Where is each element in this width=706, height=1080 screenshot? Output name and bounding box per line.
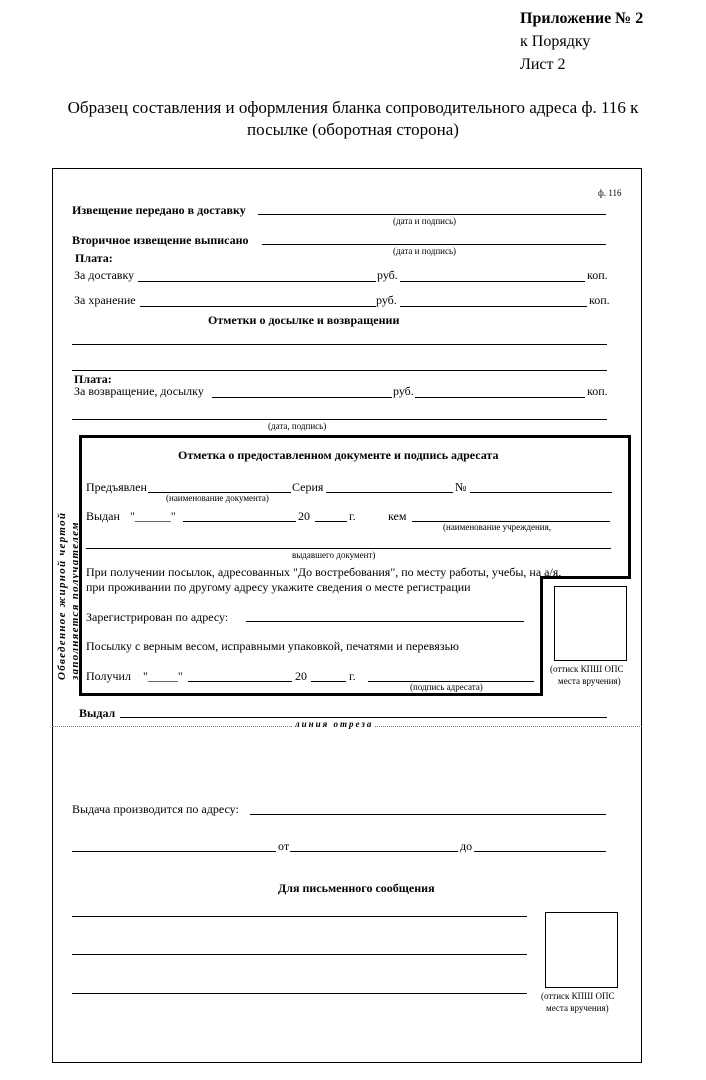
received-date-day[interactable]: "_____" <box>143 669 183 683</box>
message-line[interactable] <box>72 993 527 994</box>
stamp-box <box>554 586 627 661</box>
id-document-heading: Отметка о предоставленном документе и подпись адресата <box>178 448 499 462</box>
registered-address-label: Зарегистрирован по адресу: <box>86 610 229 624</box>
return-fee-label: За возвращение, досылку <box>74 384 204 398</box>
delivery-address-field-2[interactable] <box>72 851 276 852</box>
secondary-notice-field[interactable] <box>262 244 606 245</box>
notice-field[interactable] <box>258 214 606 215</box>
date-sign-caption: (дата, подпись) <box>268 421 327 431</box>
instruction-line1: При получении посылок, адресованных "До востребования", по месту работы, учебы, на а/я, <box>86 565 562 579</box>
delivery-address-field[interactable] <box>250 814 606 815</box>
date-sign-caption: (дата и подпись) <box>393 246 457 256</box>
institution-caption: (наименование учреждения, <box>443 522 551 532</box>
issuer-caption: выдавшего документ) <box>292 550 376 560</box>
kop-unit: коп. <box>587 384 608 398</box>
year-suffix: г. <box>349 509 356 523</box>
delivery-address-label: Выдача производится по адресу: <box>72 802 239 816</box>
document-name-caption: (наименование документа) <box>166 493 269 503</box>
number-field[interactable] <box>470 492 612 493</box>
cut-line-label: линия отреза <box>295 719 374 729</box>
addressee-signature-caption: (подпись адресата) <box>410 682 483 692</box>
side-instruction-line2: заполняется получателем <box>69 521 81 680</box>
received-date-field[interactable] <box>188 681 292 682</box>
storage-kop-field[interactable] <box>400 306 587 307</box>
to-field[interactable] <box>474 851 606 852</box>
side-instruction-line1: Обведенное жирной чертой <box>56 511 68 680</box>
rub-unit: руб. <box>376 293 397 307</box>
rub-unit: руб. <box>393 384 414 398</box>
page-title-line1: Образец составления и оформления бланка сопроводительного адреса ф. 116 к <box>67 98 639 117</box>
number-label: № <box>455 480 467 494</box>
kop-unit: коп. <box>587 268 608 282</box>
weight-statement: Посылку с верным весом, исправными упаковкой, печатями и перевязью <box>86 639 460 653</box>
sheet-number: Лист 2 <box>520 56 566 73</box>
date-sign-line[interactable] <box>72 419 607 420</box>
stamp-caption-line1: (оттиск КПШ ОПС <box>550 664 624 674</box>
page-title-line2: посылке (оборотная сторона) <box>247 120 459 139</box>
return-rub-field[interactable] <box>212 397 392 398</box>
series-label: Серия <box>292 480 324 494</box>
from-label: от <box>278 839 290 853</box>
appendix-reference: к Порядку <box>520 33 591 50</box>
storage-rub-field[interactable] <box>140 306 376 307</box>
delivery-kop-field[interactable] <box>400 281 585 282</box>
stamp-caption-line1: (оттиск КПШ ОПС <box>541 991 615 1001</box>
message-line[interactable] <box>72 954 527 955</box>
message-heading: Для письменного сообщения <box>278 881 435 895</box>
side-instruction <box>56 512 82 680</box>
stamp-box <box>545 912 618 988</box>
return-kop-field[interactable] <box>415 397 585 398</box>
notice-label: Извещение передано в доставку <box>72 203 246 217</box>
resend-return-heading: Отметки о досылке и возвращении <box>208 313 400 327</box>
secondary-notice-label: Вторичное извещение выписано <box>72 233 249 247</box>
issued-date-field[interactable] <box>183 521 296 522</box>
date-sign-caption: (дата и подпись) <box>393 216 457 226</box>
issued-by-label: кем <box>388 509 407 523</box>
storage-fee-label: За хранение <box>74 293 136 307</box>
issued-date-day[interactable]: "______" <box>130 509 176 523</box>
year-prefix: 20 <box>298 509 310 523</box>
issuer-field-continued[interactable] <box>86 548 611 549</box>
delivery-rub-field[interactable] <box>138 281 376 282</box>
stamp-caption-line2: места вручения) <box>558 676 621 686</box>
presented-label: Предъявлен <box>86 480 147 494</box>
received-year-field[interactable] <box>311 681 346 682</box>
fee-label: Плата: <box>75 251 113 265</box>
appendix-number: Приложение № 2 <box>520 10 644 27</box>
message-line[interactable] <box>72 916 527 917</box>
series-field[interactable] <box>326 492 453 493</box>
kop-unit: коп. <box>589 293 610 307</box>
issued-label: Выдан <box>86 509 120 523</box>
to-label: до <box>460 839 473 853</box>
registered-address-field[interactable] <box>246 621 524 622</box>
received-label: Получил <box>86 669 131 683</box>
issued-year-field[interactable] <box>315 521 347 522</box>
fee-label: Плата: <box>74 372 112 386</box>
year-prefix: 20 <box>295 669 307 683</box>
issued-by-label: Выдал <box>79 706 116 720</box>
resend-note-line[interactable] <box>72 370 607 371</box>
year-suffix: г. <box>349 669 356 683</box>
form-code: ф. 116 <box>598 188 622 198</box>
delivery-fee-label: За доставку <box>74 268 135 282</box>
stamp-caption-line2: места вручения) <box>546 1003 609 1013</box>
from-field[interactable] <box>290 851 458 852</box>
resend-note-line[interactable] <box>72 344 607 345</box>
rub-unit: руб. <box>377 268 398 282</box>
issued-by-field[interactable] <box>120 717 607 718</box>
instruction-line2: при проживании по другому адресу укажите сведения о месте регистрации <box>86 580 471 594</box>
